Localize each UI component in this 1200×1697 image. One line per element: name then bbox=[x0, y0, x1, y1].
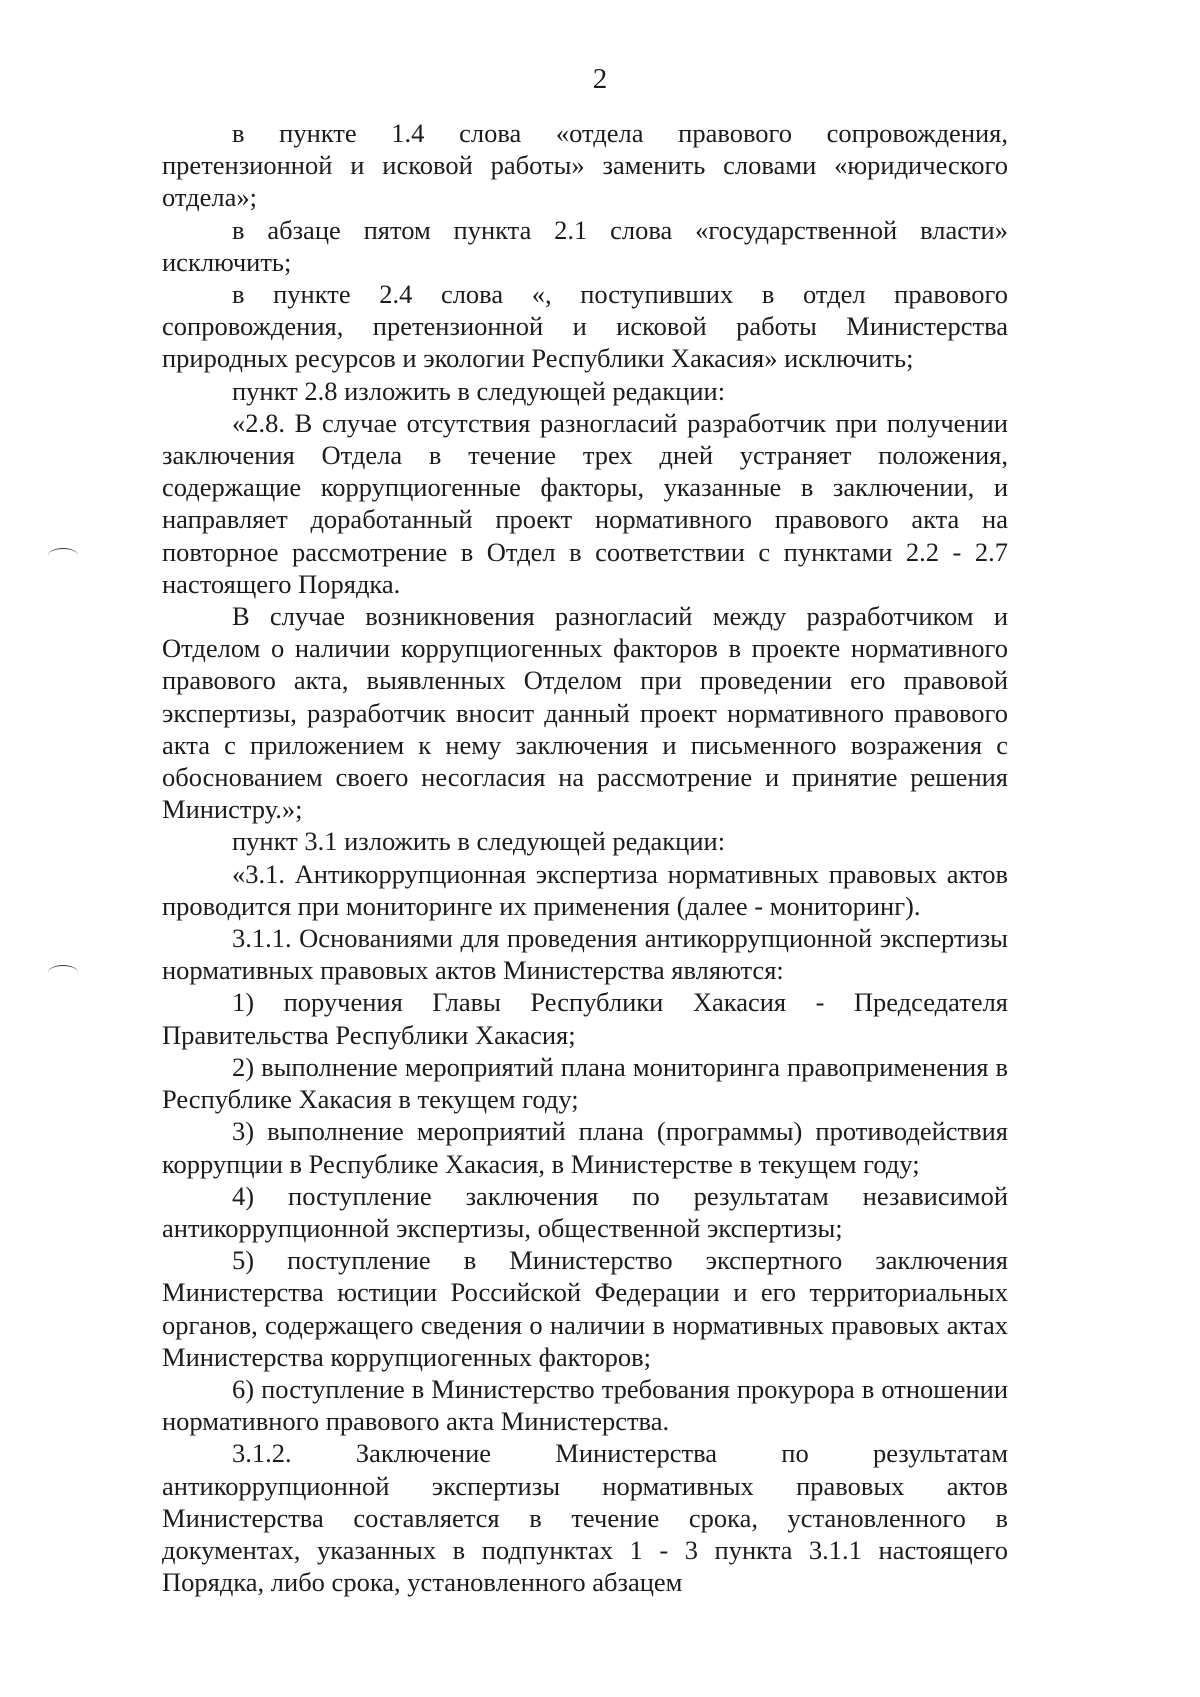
page-number: 2 bbox=[592, 63, 608, 95]
list-item-6: 6) поступление в Министерство требования прокурора в отношении нормативного правового акта Министерства. bbox=[162, 1373, 1008, 1437]
scan-hole-mark-lower bbox=[48, 965, 78, 980]
list-item-1: 1) поручения Главы Республики Хакасия - Председателя Правительства Республики Хакасия; bbox=[162, 987, 1008, 1050]
paragraph-item-2-8-text: «2.8. В случае отсутствия разногласий разработчик при получении заключения Отдела в течение трех дней устраняет положения, содержащие коррупциогенные факторы, указанные в заключении, и направляет доработанный проект нормативного правового акта на повторное рассмотрение в Отдел в соответствии с пунктами 2.2 - 2.7 настоящего Порядка. bbox=[162, 407, 1008, 599]
paragraph-item-2-8-intro: пункт 2.8 изложить в следующей редакции: bbox=[232, 375, 726, 406]
paragraph-item-3-1-text: «3.1. Антикоррупционная экспертиза нормативных правовых актов проводится при мониторинге их применения (далее - мониторинг). bbox=[162, 858, 1008, 921]
paragraph-disagreement: В случае возникновения разногласий между разработчиком и Отделом о наличии коррупциогенных факторов в проекте нормативного правового акта, выявленных Отделом при проведении его правовой экспертизы, разработчик вносит данный проект нормативного правового акта с приложением к нему заключения и письменного возражения с обоснованием своего несогласия на рассмотрение и принятие решения Министру.»; bbox=[162, 601, 1008, 825]
scan-hole-mark-upper bbox=[48, 548, 78, 563]
paragraph-amend-2-1: в абзаце пятом пункта 2.1 слова «государственной власти» исключить; bbox=[162, 214, 1008, 277]
paragraph-item-3-1-1: 3.1.1. Основаниями для проведения антикоррупционной экспертизы нормативных правовых актов Министерства являются: bbox=[162, 923, 1008, 986]
list-item-3: 3) выполнение мероприятий плана (программы) противодействия коррупции в Республике Хакасия, в Министерстве в текущем году; bbox=[162, 1116, 1008, 1179]
list-item-2: 2) выполнение мероприятий плана мониторинга правоприменения в Республике Хакасия в текущем году; bbox=[162, 1051, 1008, 1115]
paragraph-item-3-1-intro: пункт 3.1 изложить в следующей редакции: bbox=[232, 826, 726, 857]
list-item-4: 4) поступление заключения по результатам независимой антикоррупционной экспертизы, общественной экспертизы; bbox=[162, 1180, 1008, 1243]
paragraph-amend-1-4: в пункте 1.4 слова «отдела правового сопровождения, претензионной и исковой работы» заменить словами «юридического отдела»; bbox=[162, 118, 1008, 213]
paragraph-amend-2-4: в пункте 2.4 слова «, поступивших в отдел правового сопровождения, претензионной и исковой работы Министерства природных ресурсов и экологии Республики Хакасия» исключить; bbox=[162, 279, 1008, 374]
paragraph-item-3-1-2: 3.1.2. Заключение Министерства по результатам антикоррупционной экспертизы нормативных правовых актов Министерства составляется в течение срока, установленного в документах, указанных в подпунктах 1 - 3 пункта 3.1.1 настоящего Порядка, либо срока, установленного абзацем bbox=[162, 1438, 1008, 1598]
list-item-5: 5) поступление в Министерство экспертного заключения Министерства юстиции Российской Федерации и его территориальных органов, содержащего сведения о наличии в нормативных правовых актах Министерства коррупциогенных факторов; bbox=[162, 1245, 1008, 1372]
document-body bbox=[162, 117, 1008, 1598]
